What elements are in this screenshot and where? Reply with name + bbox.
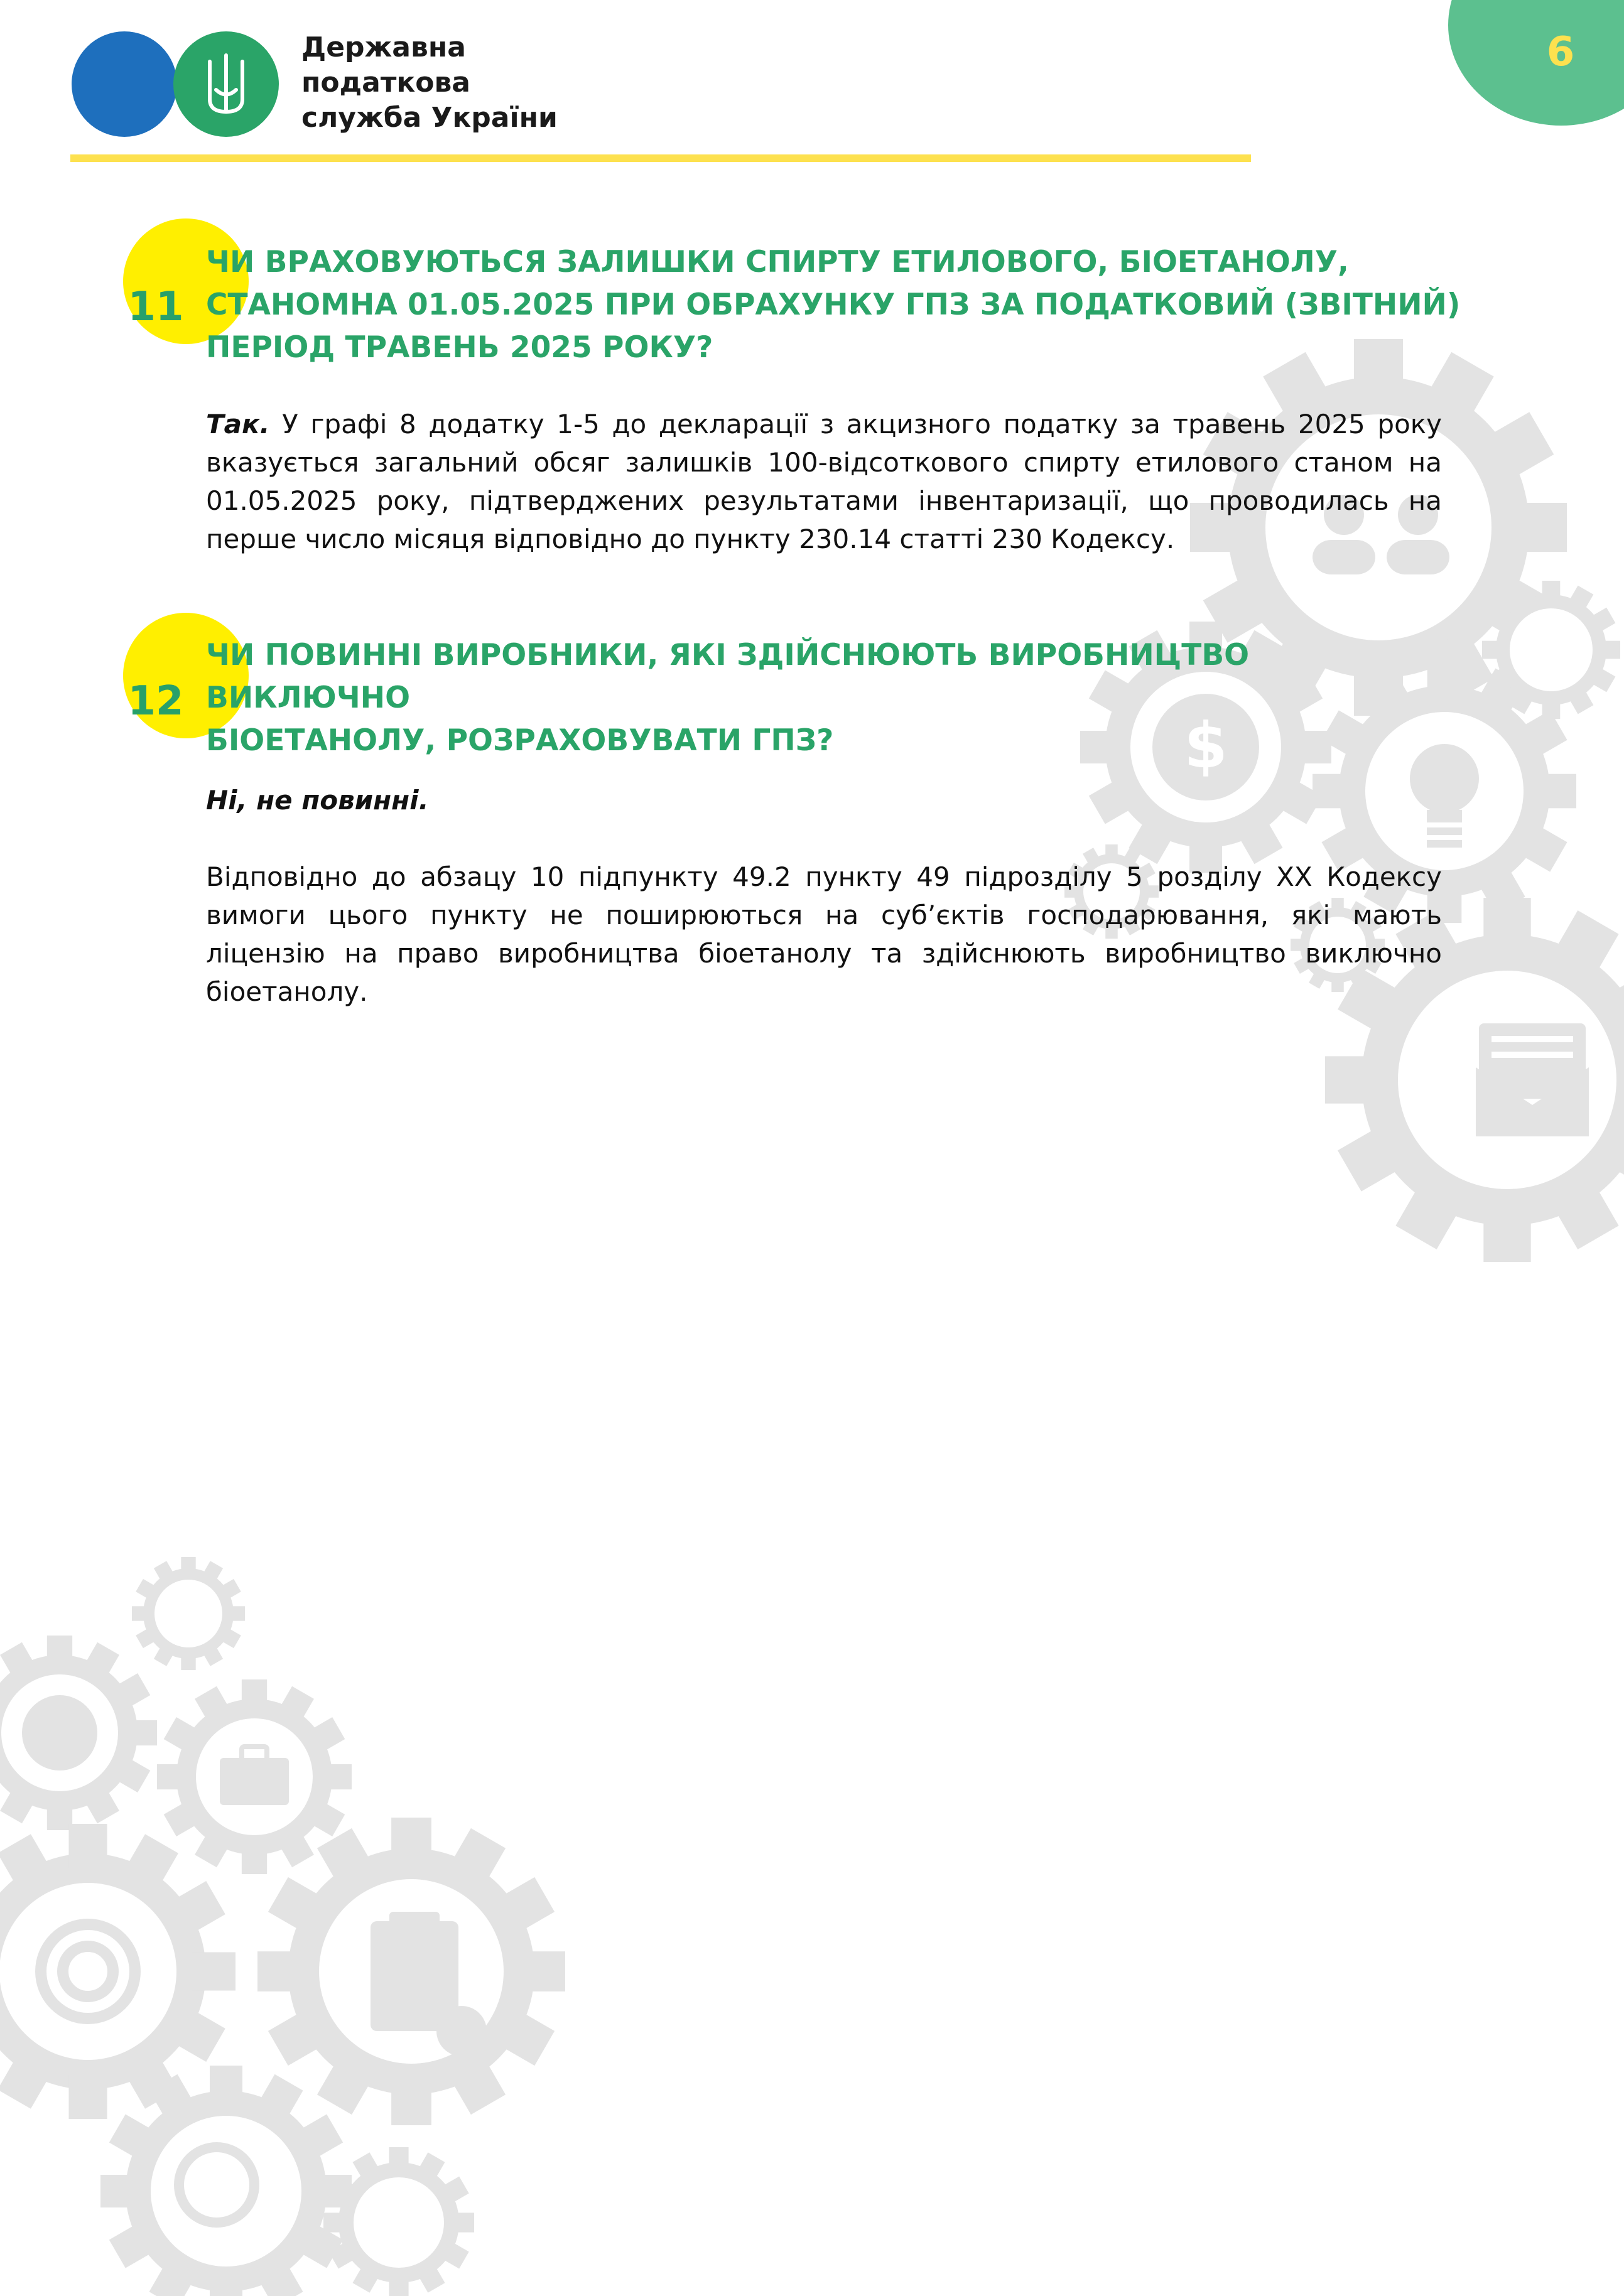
- answer-text: У графі 8 додатку 1-5 до декларації з акцизного податку за травень 2025 року вказується загальний обсяг залишків 100-відсоткового спирту етилового станом на 01.05.2025 року, підтверджених результатами інвентаризації, що проводилась на перше число місяця відповідно до пункту 230.14 статті 230 Кодексу.: [206, 409, 1442, 554]
- organization-name: [301, 30, 558, 136]
- gear-icon: [257, 1818, 565, 2125]
- mail-icon: [1476, 1023, 1589, 1136]
- answer-short: Ні, не повинні.: [206, 785, 429, 816]
- question-title-line: ЧИ ВРАХОВУЮТЬСЯ ЗАЛИШКИ СПИРТУ ЕТИЛОВОГО, БІОЕТАНОЛУ,: [206, 245, 1349, 279]
- gear-icon: [157, 1679, 352, 1874]
- svg-text:$: $: [1184, 709, 1228, 782]
- gear-icon: [0, 1824, 235, 2119]
- question-title-line: БІОЕТАНОЛУ, РОЗРАХОВУВАТИ ГПЗ?: [206, 723, 834, 758]
- header-divider: [70, 154, 1251, 162]
- dps-logo: [70, 30, 284, 138]
- question-title-line: ПЕРІОД ТРАВЕНЬ 2025 РОКУ?: [206, 330, 713, 365]
- organization-name-line: податкова: [301, 67, 470, 99]
- answer-paragraph: [206, 405, 1442, 558]
- pie-chart-icon: [22, 1695, 97, 1771]
- question-title-line: СТАНОМНА 01.05.2025 ПРИ ОБРАХУНКУ ГПЗ ЗА ПОДАТКОВИЙ (ЗВІТНИЙ): [206, 288, 1461, 322]
- question-title: [206, 634, 1462, 762]
- answer-lead: Так.: [206, 409, 270, 439]
- answer-paragraph: [206, 858, 1442, 1011]
- question-number: 11: [127, 284, 184, 330]
- organization-name-line: служба України: [301, 102, 558, 134]
- question-title-line: ЧИ ПОВИННІ ВИРОБНИКИ, ЯКІ ЗДІЙСНЮЮТЬ ВИРОБНИЦТВО ВИКЛЮЧНО: [206, 638, 1250, 715]
- question-title: [206, 241, 1462, 369]
- page-number: 6: [1546, 29, 1575, 75]
- answer-text: Відповідно до абзацу 10 підпункту 49.2 пункту 49 підрозділу 5 розділу XX Кодексу вимоги цього пункту не поширюються на суб’єктів господарювання, які мають ліцензію на право виробництва біоетанолу та здійснюють виробництво виключно біоетанолу.: [206, 861, 1442, 1007]
- organization-name-line: Державна: [301, 31, 466, 63]
- question-number: 12: [127, 678, 184, 725]
